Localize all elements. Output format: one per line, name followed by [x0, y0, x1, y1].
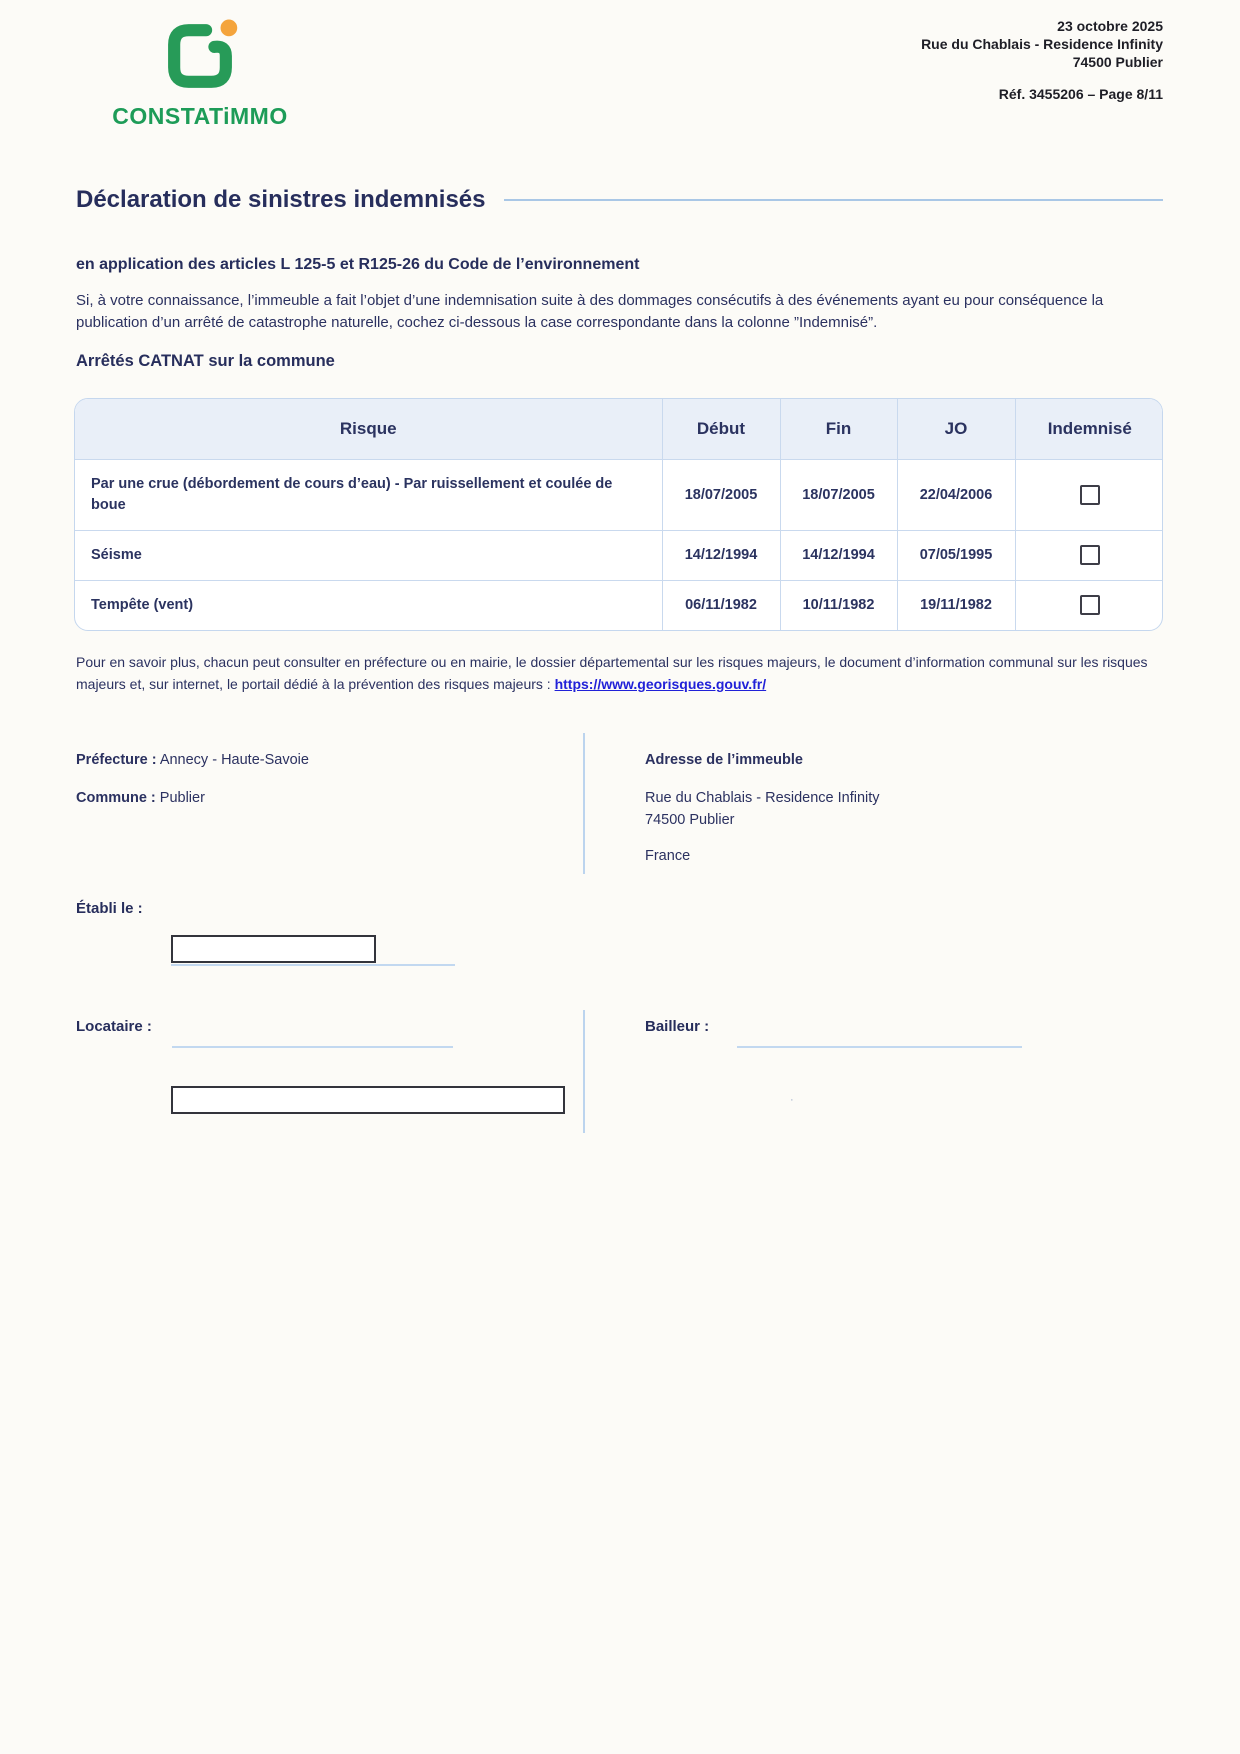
indemnise-checkbox-row2[interactable] — [1080, 545, 1100, 565]
prefecture-value: Annecy - Haute-Savoie — [156, 752, 309, 768]
table-row — [75, 530, 1163, 580]
document-header-block — [921, 18, 1163, 104]
doc-ref: Réf. 3455206 – Page 8/11 — [998, 85, 1163, 102]
table-header-debut: Début — [662, 399, 780, 459]
etabli-label: Établi le : — [76, 900, 143, 917]
address-line1: Rue du Chablais - Residence Infinity — [645, 790, 880, 806]
locataire-input-box[interactable] — [171, 1086, 565, 1114]
doc-address-line2: 74500 Publier — [1072, 53, 1163, 70]
bailleur-underline — [737, 1046, 1022, 1048]
address-title: Adresse de l’immeuble — [645, 752, 803, 768]
risque-cell: Séisme — [75, 530, 662, 580]
risque-cell: Tempête (vent) — [75, 580, 662, 630]
address-country: France — [645, 848, 691, 864]
logo-mark-icon — [161, 18, 239, 94]
table-header-indemnise: Indemnisé — [1015, 399, 1163, 459]
indemnise-cell — [1015, 580, 1163, 630]
constatimmo-logo — [108, 18, 292, 130]
locataire-underline — [172, 1046, 453, 1048]
indemnise-checkbox-row1[interactable] — [1080, 485, 1100, 505]
table-header-jo: JO — [897, 399, 1015, 459]
georisques-link[interactable]: https://www.georisques.gouv.fr/ — [554, 675, 767, 692]
jo-cell: 22/04/2006 — [897, 459, 1015, 530]
page-title: Déclaration de sinistres indemnisés — [76, 186, 486, 213]
intro-paragraph: Si, à votre connaissance, l’immeuble a fait l’objet d’une indemnisation suite à des dommages consécutifs à des événements ayant eu pour conséquence la publication d’un arrêté de catastrophe naturelle, cochez ci-dessous la case correspondante dans la colonne ”Indemnisé”. — [76, 292, 1104, 331]
fin-cell: 14/12/1994 — [780, 530, 897, 580]
commune-label: Commune : — [76, 790, 156, 806]
indemnise-cell — [1015, 459, 1163, 530]
section-divider-bottom — [583, 1010, 585, 1133]
info-note-text: Pour en savoir plus, chacun peut consulter en préfecture ou en mairie, le dossier départemental sur les risques majeurs, le document d’information communal sur les risques majeurs et, sur internet, le portail dédié à la prévention des risques majeurs : — [76, 654, 1148, 692]
section-title: Arrêtés CATNAT sur la commune — [76, 352, 335, 370]
section-divider-top — [583, 733, 585, 874]
doc-date: 23 octobre 2025 — [1057, 18, 1163, 34]
debut-cell: 18/07/2005 — [662, 459, 780, 530]
catnat-table — [74, 398, 1163, 631]
locataire-label: Locataire : — [76, 1018, 152, 1035]
table-row — [75, 580, 1163, 630]
subtitle: en application des articles L 125-5 et R125-26 du Code de l’environnement — [76, 256, 640, 273]
title-row — [76, 186, 1163, 214]
indemnise-cell — [1015, 530, 1163, 580]
logo-text: CONSTATiMMO — [112, 103, 288, 129]
doc-address-line1: Rue du Chablais - Residence Infinity — [921, 35, 1163, 52]
fin-cell: 10/11/1982 — [780, 580, 897, 630]
prefecture-line — [76, 752, 309, 768]
table-header-risque: Risque — [75, 399, 662, 459]
jo-cell: 07/05/1995 — [897, 530, 1015, 580]
risque-cell: Par une crue (débordement de cours d’eau) - Par ruissellement et coulée de boue — [75, 459, 662, 530]
table-header-fin: Fin — [780, 399, 897, 459]
title-rule — [504, 199, 1164, 201]
jo-cell: 19/11/1982 — [897, 580, 1015, 630]
info-note — [76, 652, 1153, 695]
indemnise-checkbox-row3[interactable] — [1080, 595, 1100, 615]
table-row — [75, 459, 1163, 530]
debut-cell: 14/12/1994 — [662, 530, 780, 580]
commune-value: Publier — [155, 790, 205, 806]
debut-cell: 06/11/1982 — [662, 580, 780, 630]
bailleur-label: Bailleur : — [645, 1018, 710, 1035]
prefecture-label: Préfecture : — [76, 752, 157, 768]
fin-cell: 18/07/2005 — [780, 459, 897, 530]
address-line2: 74500 Publier — [645, 812, 735, 828]
etabli-underline — [171, 964, 455, 966]
signature-mark: · — [790, 1094, 794, 1106]
table-header-row — [75, 399, 1163, 459]
commune-line — [76, 790, 205, 806]
etabli-input-box[interactable] — [171, 935, 376, 963]
